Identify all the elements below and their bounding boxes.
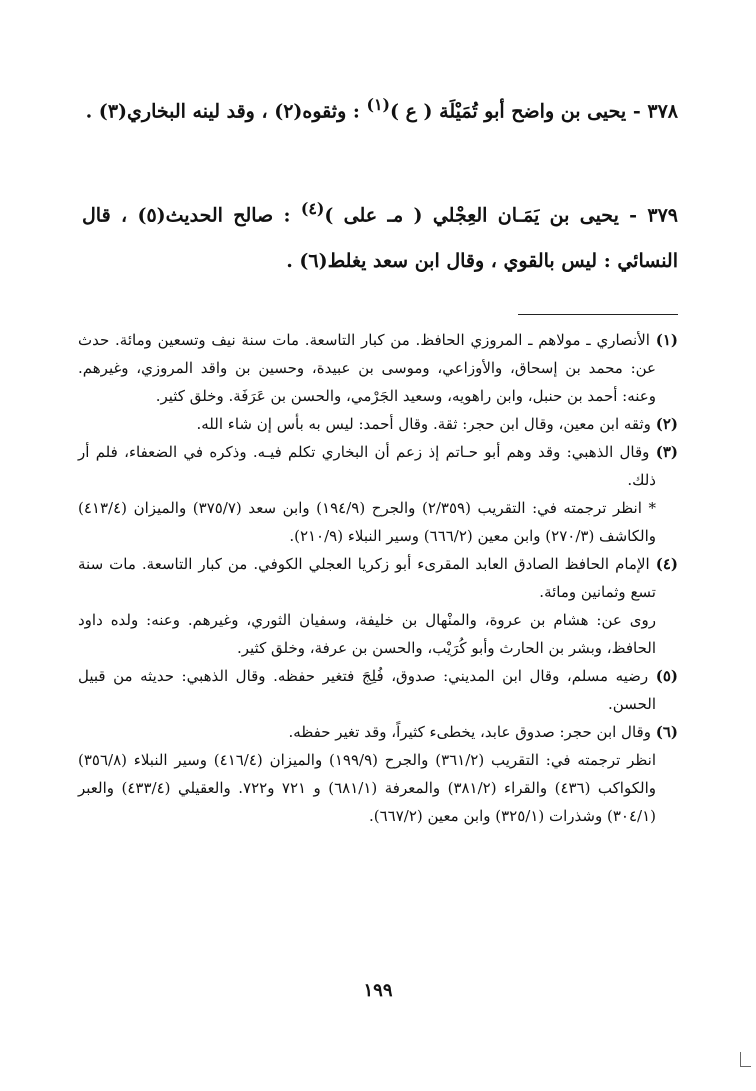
footnote-text: رضيه مسلم، وقال ابن المديني: صدوق، فُلِجَ فتغير حفظه. وقال الذهبي: حديثه من قبيل الحسن. xyxy=(78,667,656,713)
footnote-3 xyxy=(78,438,678,494)
entry-number: ٣٧٩ xyxy=(647,204,679,227)
narrator-name: يحيى بن واضح أبو تُمَيْلَة xyxy=(439,100,627,123)
footnote-text: الأنصاري ـ مولاهم ـ المروزي الحافظ. من كبار التاسعة. مات سنة نيف وتسعين ومائة. حدث عن: محمد بن إسحاق، والأوزاعي، وموسى بن عبيدة، وحسين بن واقد المروزي، وغيرهم. وعنه: أحمد بن حنبل، وابن راهويه، وسعيد الجَرْمي، والحسن بن عَرَفَة. وخلق كثير. xyxy=(78,331,656,405)
footnote-6 xyxy=(78,718,678,746)
source-references: * انظر ترجمته في: التقريب (٢/٣٥٩) والجرح (١٩٤/٩) وابن سعد (٣٧٥/٧) والميزان (٤١٣/٤) والكاشف (٢٧٠/٣) وابن معين (٦٦٦/٢) وسير النبلاء (٢١٠/٩). xyxy=(78,499,656,545)
narrator-name: يحيى بن يَمَـان العِجْلي xyxy=(432,204,619,227)
footnote-text: وقال الذهبي: وقد وهم أبو حـاتم إذ زعم أن البخاري تكلم فيـه. وذكره في الضعفاء، فلم أر ذلك. xyxy=(78,443,656,489)
footnote-5 xyxy=(78,662,678,718)
footnote-label: (٥) xyxy=(655,667,678,685)
footnote-4-continued: روى عن: هشام بن عروة، والمنْهال بن خليفة، وسفيان الثوري، وغيرهم. وعنه: ولده داود الحافظ، وبشر بن الحارث وأبو كُرَيْب، والحسن بن عرفة، وخلق كثير. xyxy=(78,611,656,657)
page-number: ١٩٩ xyxy=(363,980,393,1001)
footnote-marker: (٤) xyxy=(300,199,325,218)
entry-text: : وثقوه(٢) ، وقد لينه البخاري(٣) . xyxy=(85,100,367,123)
footnote-label: (٣) xyxy=(655,443,678,461)
entry-dash: - xyxy=(626,100,641,123)
footnote-marker: (١) xyxy=(366,95,390,114)
footnote-label: (١) xyxy=(655,331,678,349)
entry-text: : صالح الحديث(٥) ، قال النسائي : ليس بالقوي ، وقال ابن سعد يغلط(٦) . xyxy=(82,204,678,273)
footnote-separator xyxy=(518,314,678,315)
footnote-2 xyxy=(78,410,678,438)
entry-379 xyxy=(82,186,678,284)
entry-number: ٣٧٨ xyxy=(647,100,678,123)
footnote-4 xyxy=(78,550,678,606)
footnote-text: الإمام الحافظ الصادق العابد المقرىء أبو زكريا العجلي الكوفي. من كبار التاسعة. مات سنة تسع وثمانين ومائة. xyxy=(78,555,656,601)
entry-dash: - xyxy=(618,204,638,227)
footnote-text: وقال ابن حجر: صدوق عابد، يخطىء كثيراً، وقد تغير حفظه. xyxy=(288,723,651,741)
rijal-code: ( مـ على ) xyxy=(324,204,423,227)
footnote-1 xyxy=(78,326,678,410)
footnote-text: وثقه ابن معين، وقال ابن حجر: ثقة. وقال أحمد: ليس به بأس إن شاء الله. xyxy=(196,415,651,433)
footnotes xyxy=(78,326,678,830)
source-references: انظر ترجمته في: التقريب (٣٦١/٢) والجرح (١٩٩/٩) والميزان (٤١٦/٤) وسير النبلاء (٣٥٦/٨) والكواكب (٤٣٦) والقراء (٣٨١/٢) والمعرفة (٦٨١/١) و ٧٢١ و٧٢٢. والعقيلي (٤٣٣/٤) والعبر (٣٠٤/١) وشذرات (٣٢٥/١) وابن معين (٦٦٧/٢). xyxy=(78,751,657,825)
footnote-label: (٤) xyxy=(655,555,678,573)
footnote-label: (٢) xyxy=(655,415,678,433)
entry-378 xyxy=(82,82,678,134)
footnote-label: (٦) xyxy=(655,723,678,741)
rijal-code: ( ع ) xyxy=(390,100,433,123)
scan-corner-mark xyxy=(740,1052,751,1067)
